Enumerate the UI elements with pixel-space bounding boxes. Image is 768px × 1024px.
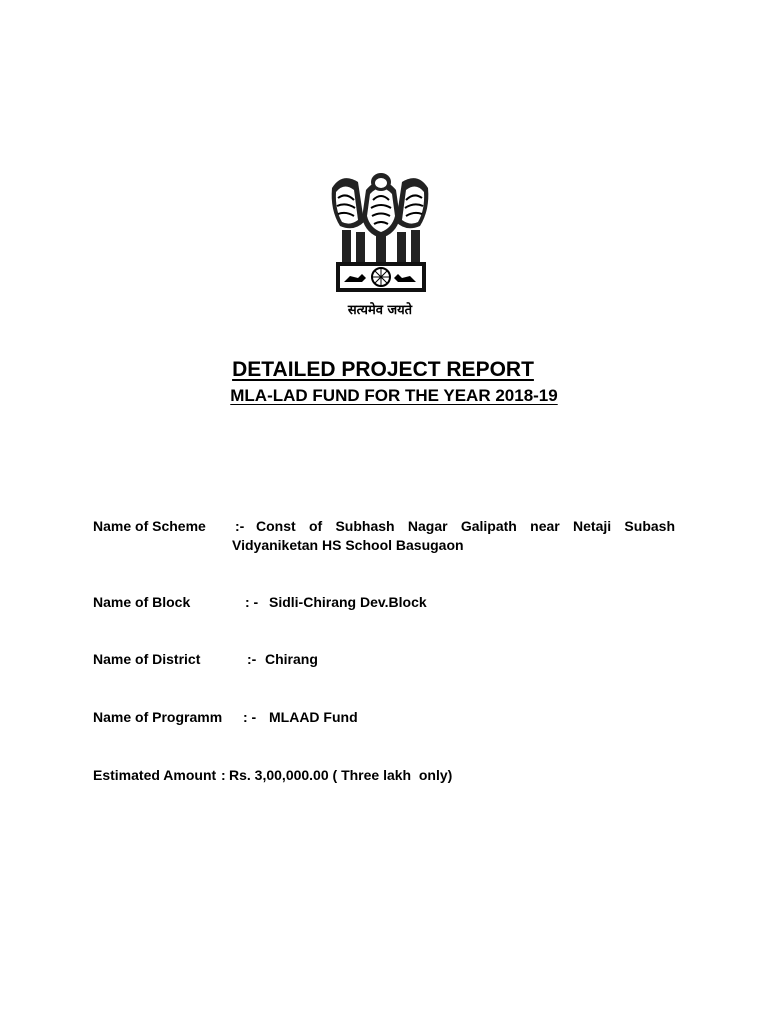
page-subtitle (0, 386, 768, 406)
motto-text: सत्यमेव जयते (347, 303, 413, 318)
block-value: Sidli-Chirang Dev.Block (269, 594, 427, 610)
block-separator: : - (245, 594, 259, 610)
district-separator: :- (247, 651, 257, 667)
page-title-text: DETAILED PROJECT REPORT (232, 358, 534, 381)
programm-label: Name of Programm (93, 709, 223, 725)
amount-field (93, 766, 453, 785)
amount-value: Rs. 3,00,000.00 ( Three lakh only) (229, 767, 453, 783)
page-subtitle-text: MLA-LAD FUND FOR THE YEAR 2018-19 (230, 386, 558, 405)
programm-separator: : - (243, 709, 257, 725)
block-field (93, 593, 427, 612)
programm-field (93, 708, 358, 727)
block-label: Name of Block (93, 594, 191, 610)
scheme-separator: :- (235, 518, 245, 534)
scheme-value (232, 517, 675, 555)
programm-value: MLAAD Fund (269, 709, 358, 725)
district-value: Chirang (265, 651, 318, 667)
amount-label: Estimated Amount (93, 767, 217, 783)
district-field (93, 650, 318, 669)
scheme-label: Name of Scheme (93, 518, 206, 534)
scheme-field (93, 517, 245, 536)
district-label: Name of District (93, 651, 201, 667)
amount-separator: : (221, 767, 226, 783)
scheme-value-line1: Const of Subhash Nagar Galipath near Netaji Subash (256, 518, 675, 534)
scheme-value-line2: Vidyaniketan HS School Basugaon (232, 537, 464, 553)
page-title (0, 358, 768, 382)
